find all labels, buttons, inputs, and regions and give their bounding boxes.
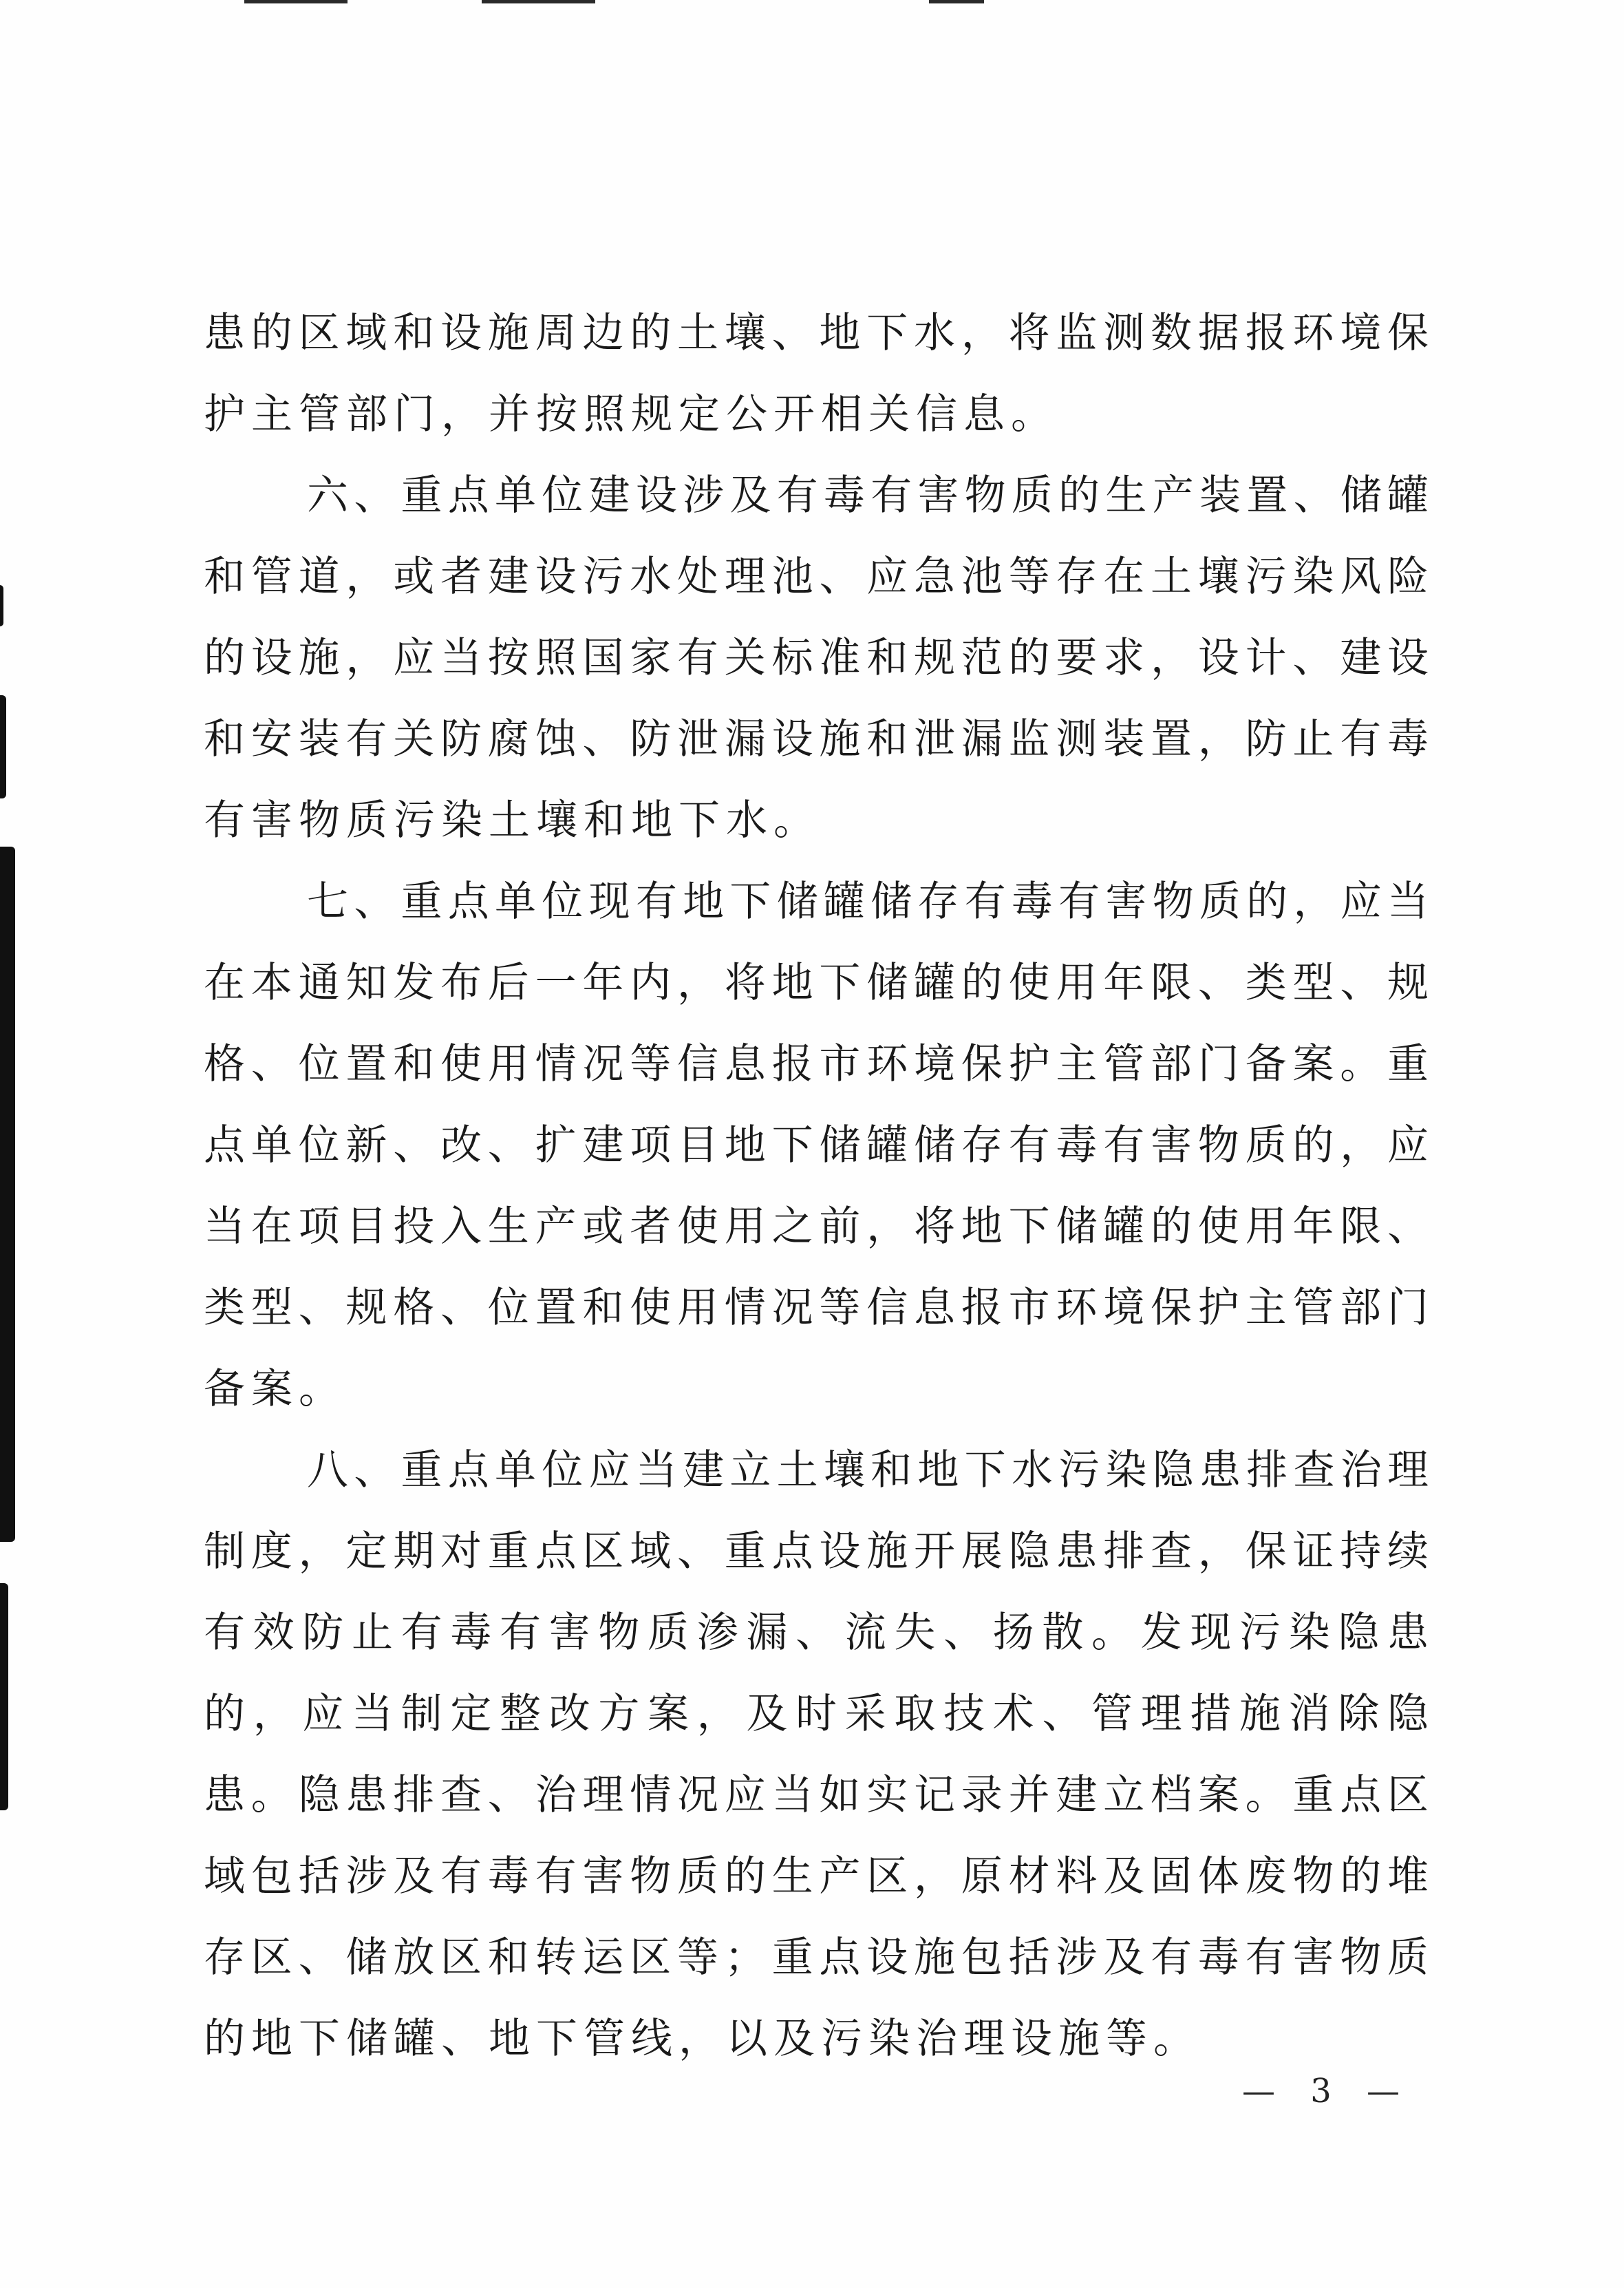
text-line: 八、重点单位应当建立土壤和地下水污染隐患排查治理	[307, 1446, 1429, 1494]
text-line: 点单位新、改、扩建项目地下储罐储存有毒有害物质的，应	[204, 1121, 1429, 1169]
text-line: 患的区域和设施周边的土壤、地下水，将监测数据报环境保	[204, 309, 1429, 357]
text-line: 有效防止有毒有害物质渗漏、流失、扬散。发现污染隐患	[204, 1609, 1429, 1657]
text-line: 存区、储放区和转运区等；重点设施包括涉及有毒有害物质	[204, 1934, 1429, 1982]
text-line: 有害物质污染土壤和地下水。	[204, 796, 821, 845]
text-line: 制度，定期对重点区域、重点设施开展隐患排查，保证持续	[204, 1527, 1429, 1576]
scan-edge-shadow	[0, 695, 6, 798]
scan-artifact	[482, 0, 595, 3]
scan-artifact	[244, 0, 348, 3]
scan-artifact	[929, 0, 984, 3]
text-line: 格、位置和使用情况等信息报市环境保护主管部门备案。重	[204, 1040, 1429, 1088]
text-line: 域包括涉及有毒有害物质的生产区，原材料及固体废物的堆	[204, 1852, 1429, 1900]
scan-edge-shadow	[0, 1583, 8, 1810]
text-line: 患。隐患排查、治理情况应当如实记录并建立档案。重点区	[204, 1771, 1429, 1819]
text-line: 备案。	[204, 1365, 346, 1413]
text-line: 在本通知发布后一年内，将地下储罐的使用年限、类型、规	[204, 959, 1429, 1007]
text-line: 当在项目投入生产或者使用之前，将地下储罐的使用年限、	[204, 1203, 1429, 1251]
scan-edge-shadow	[0, 585, 3, 626]
text-line: 和安装有关防腐蚀、防泄漏设施和泄漏监测装置，防止有毒	[204, 715, 1429, 763]
scan-edge-shadow	[0, 847, 15, 1542]
text-line: 类型、规格、位置和使用情况等信息报市环境保护主管部门	[204, 1284, 1429, 1332]
text-line: 和管道，或者建设污水处理池、应急池等存在土壤污染风险	[204, 553, 1429, 601]
text-line: 的，应当制定整改方案，及时采取技术、管理措施消除隐	[204, 1690, 1429, 1738]
document-body	[204, 293, 1429, 2079]
text-line: 的地下储罐、地下管线，以及污染治理设施等。	[204, 2015, 1201, 2063]
text-line: 六、重点单位建设涉及有毒有害物质的生产装置、储罐	[307, 472, 1429, 520]
text-line: 护主管部门，并按照规定公开相关信息。	[204, 390, 1058, 438]
text-line: 七、重点单位现有地下储罐储存有毒有害物质的，应当	[307, 878, 1429, 926]
text-line: 的设施，应当按照国家有关标准和规范的要求，设计、建设	[204, 634, 1429, 682]
page-number: — 3 —	[1242, 2072, 1413, 2110]
